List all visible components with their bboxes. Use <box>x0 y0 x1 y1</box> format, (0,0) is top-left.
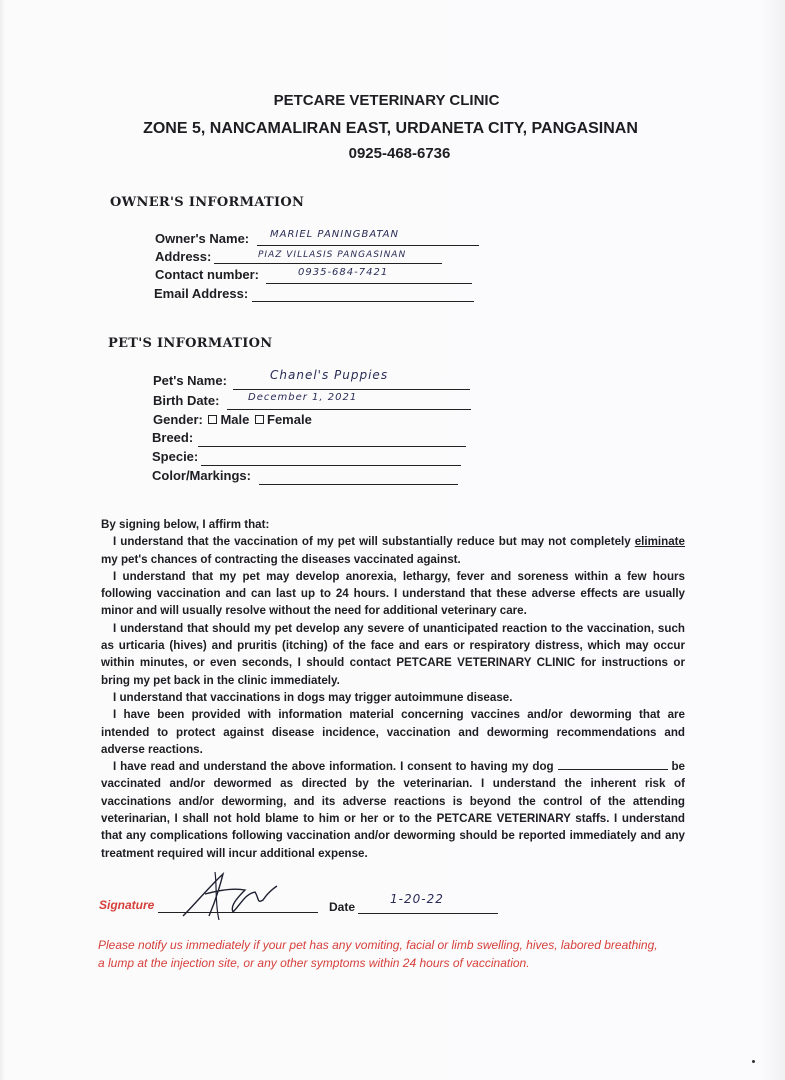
consent-paragraph-6: I have read and understand the above information. I consent to having my dog be vaccinated and/or dewormed as directed by the veterinarian. I understand the inherent risk of vaccinations and/or deworming, and its adverse reactions is beyond the control of the attending veterinarian, I shall not hold blame to him or her or to the PETCARE VETERINARY staffs. I understand that any complications following vaccination and/or deworming should be reported immediately and any treatment required will incur additional expense. <box>101 760 685 860</box>
email-label: Email Address: <box>154 286 249 301</box>
gender-row <box>153 412 312 427</box>
signature-label: Signature <box>99 898 155 912</box>
pet-name-line <box>233 389 470 390</box>
eliminate-word: eliminate <box>634 535 685 549</box>
scan-speck <box>752 1060 755 1063</box>
female-label: Female <box>267 412 312 427</box>
consent-paragraph-3: I understand that should my pet develop any severe of unanticipated reaction to the vaccination, such as urticaria (hives) and pruritis (itching) of the face and ears or respiratory distress, which may occur within minutes, or even seconds, I should contact PETCARE VETERINARY CLINIC for instructions or bring my pet back in the clinic immediately. <box>101 621 685 687</box>
owner-address-line <box>214 263 442 264</box>
color-markings-line <box>259 484 458 485</box>
clinic-address: ZONE 5, NANCAMALIRAN EAST, URDANETA CITY, PANGASINAN <box>143 120 638 137</box>
email-line <box>252 301 474 302</box>
contact-number-label: Contact number: <box>155 267 259 282</box>
specie-line <box>201 465 461 466</box>
owner-name-line <box>257 245 479 246</box>
clinic-phone: 0925-468-6736 <box>348 145 451 162</box>
female-checkbox[interactable] <box>255 415 264 424</box>
consent-paragraph-2: I understand that my pet may develop anorexia, lethargy, fever and soreness within a few hours following vaccination and can last up to 24 hours. I understand that these adverse effects are usually minor and will usually resolve without the need for additional veterinary care. <box>101 569 685 618</box>
birth-date-line <box>227 409 471 410</box>
consent-text <box>101 516 685 862</box>
consent-paragraph-1: I understand that the vaccination of my pet will substantially reduce but may not completely eliminate my pet's chances of contracting the diseases vaccinated against. <box>101 535 685 566</box>
owner-address-value: PIAZ VILLASIS PANGASINAN <box>258 250 407 260</box>
consent-intro: By signing below, I affirm that: <box>101 518 270 531</box>
consent-paragraph-4: I understand that vaccinations in dogs may trigger autoimmune disease. <box>113 690 513 704</box>
gender-label: Gender: <box>153 412 203 427</box>
dog-name-blank[interactable] <box>558 759 668 770</box>
owner-section-title: OWNER'S INFORMATION <box>110 195 305 210</box>
birth-date-value: December 1, 2021 <box>248 392 358 403</box>
clinic-name: PETCARE VETERINARY CLINIC <box>273 92 500 109</box>
owner-name-label: Owner's Name: <box>155 231 250 246</box>
male-checkbox[interactable] <box>208 415 217 424</box>
consent-paragraph-5: I have been provided with information material concerning vaccines and/or deworming that are intended to protect against disease incidence, vaccination and deworming recommendations and adverse reactions. <box>101 708 685 756</box>
pet-name-label: Pet's Name: <box>153 373 227 388</box>
specie-label: Specie: <box>152 449 199 464</box>
color-markings-label: Color/Markings: <box>152 468 251 483</box>
birth-date-label: Birth Date: <box>153 393 220 408</box>
male-label: Male <box>220 412 250 427</box>
pet-name-value: Chanel's Puppies <box>270 368 389 382</box>
breed-label: Breed: <box>152 430 194 445</box>
date-line[interactable] <box>358 913 498 914</box>
owner-address-label: Address: <box>155 249 212 264</box>
signature-drawing <box>175 864 295 924</box>
contact-number-value: 0935-684-7421 <box>298 267 389 278</box>
pet-section-title: PET'S INFORMATION <box>108 336 273 351</box>
owner-name-value: MARIEL PANINGBATAN <box>270 229 399 240</box>
notice-text: Please notify us immediately if your pet has any vomiting, facial or limb swelling, hives, labored breathing, a lump at the injection site, or any other symptoms within 24 hours of vaccination. <box>98 938 658 970</box>
date-label: Date <box>329 900 356 914</box>
date-value: 1-20-22 <box>390 892 444 906</box>
contact-number-line <box>266 283 472 284</box>
breed-line <box>198 446 466 447</box>
